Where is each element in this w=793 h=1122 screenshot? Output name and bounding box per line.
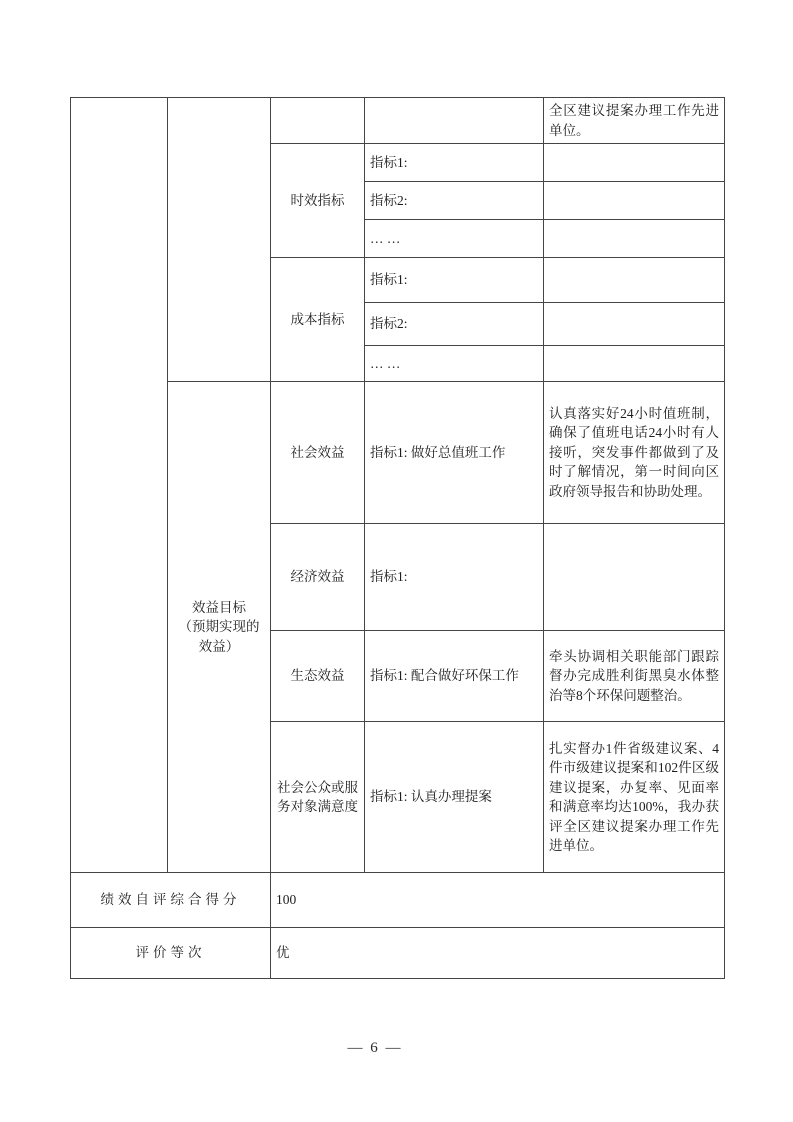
- page-number: — 6 —: [347, 1040, 403, 1056]
- economic-benefit-label-cell: 经济效益: [271, 524, 365, 631]
- score-label-cell: 绩效自评综合得分: [71, 873, 271, 928]
- indicator-cell: 指标1: 做好总值班工作: [365, 382, 544, 524]
- indicator-cell: 指标2:: [365, 182, 544, 220]
- performance-table: [70, 97, 725, 979]
- left-spanner-cell: [71, 98, 168, 873]
- social-benefit-label-cell: 社会效益: [271, 382, 365, 524]
- indicator-cell: 指标1: 配合做好环保工作: [365, 631, 544, 722]
- score-value-cell: 100: [271, 873, 725, 928]
- result-cell: 牵头协调相关职能部门跟踪督办完成胜利街黑臭水体整治等8个环保问题整治。: [544, 631, 725, 722]
- output-target-spanner-cell: [168, 98, 271, 382]
- result-cell: [544, 303, 725, 346]
- indicator-cell: 指标1:: [365, 144, 544, 182]
- timeliness-label-cell: 时效指标: [271, 144, 365, 258]
- grade-value-cell: 优: [271, 928, 725, 979]
- satisfaction-label-cell: 社会公众或服务对象满意度: [271, 722, 365, 873]
- result-cell: [544, 524, 725, 631]
- result-cell: [544, 182, 725, 220]
- indicator-cell: 指标1: 认真办理提案: [365, 722, 544, 873]
- indicator-cell: 指标1:: [365, 524, 544, 631]
- result-cell: [544, 220, 725, 258]
- indicator-cell: 指标1:: [365, 258, 544, 303]
- indicator-cell: … …: [365, 220, 544, 258]
- result-cell: [544, 346, 725, 382]
- result-cell: [544, 258, 725, 303]
- result-cell: 认真落实好24小时值班制，确保了值班电话24小时有人接听，突发事件都做到了及时了解情况，第一时间向区政府领导报告和协助处理。: [544, 382, 725, 524]
- benefit-target-subtitle: （预期实现的效益）: [178, 619, 260, 654]
- carryover-result-cell: 全区建议提案办理工作先进单位。: [544, 98, 725, 144]
- benefit-target-title: 效益目标: [192, 599, 246, 615]
- grade-label-cell: 评价等次: [71, 928, 271, 979]
- carryover-indicator-cell: [365, 98, 544, 144]
- indicator-cell: … …: [365, 346, 544, 382]
- indicator-cell: 指标2:: [365, 303, 544, 346]
- result-cell: [544, 144, 725, 182]
- cost-label-cell: 成本指标: [271, 258, 365, 382]
- carryover-category-cell: [271, 98, 365, 144]
- result-cell: 扎实督办1件省级建议案、4件市级建议提案和102件区级建议提案，办复率、见面率和满意率均达100%，我办获评全区建议提案办理工作先进单位。: [544, 722, 725, 873]
- benefit-target-label-cell: [168, 382, 271, 873]
- ecological-benefit-label-cell: 生态效益: [271, 631, 365, 722]
